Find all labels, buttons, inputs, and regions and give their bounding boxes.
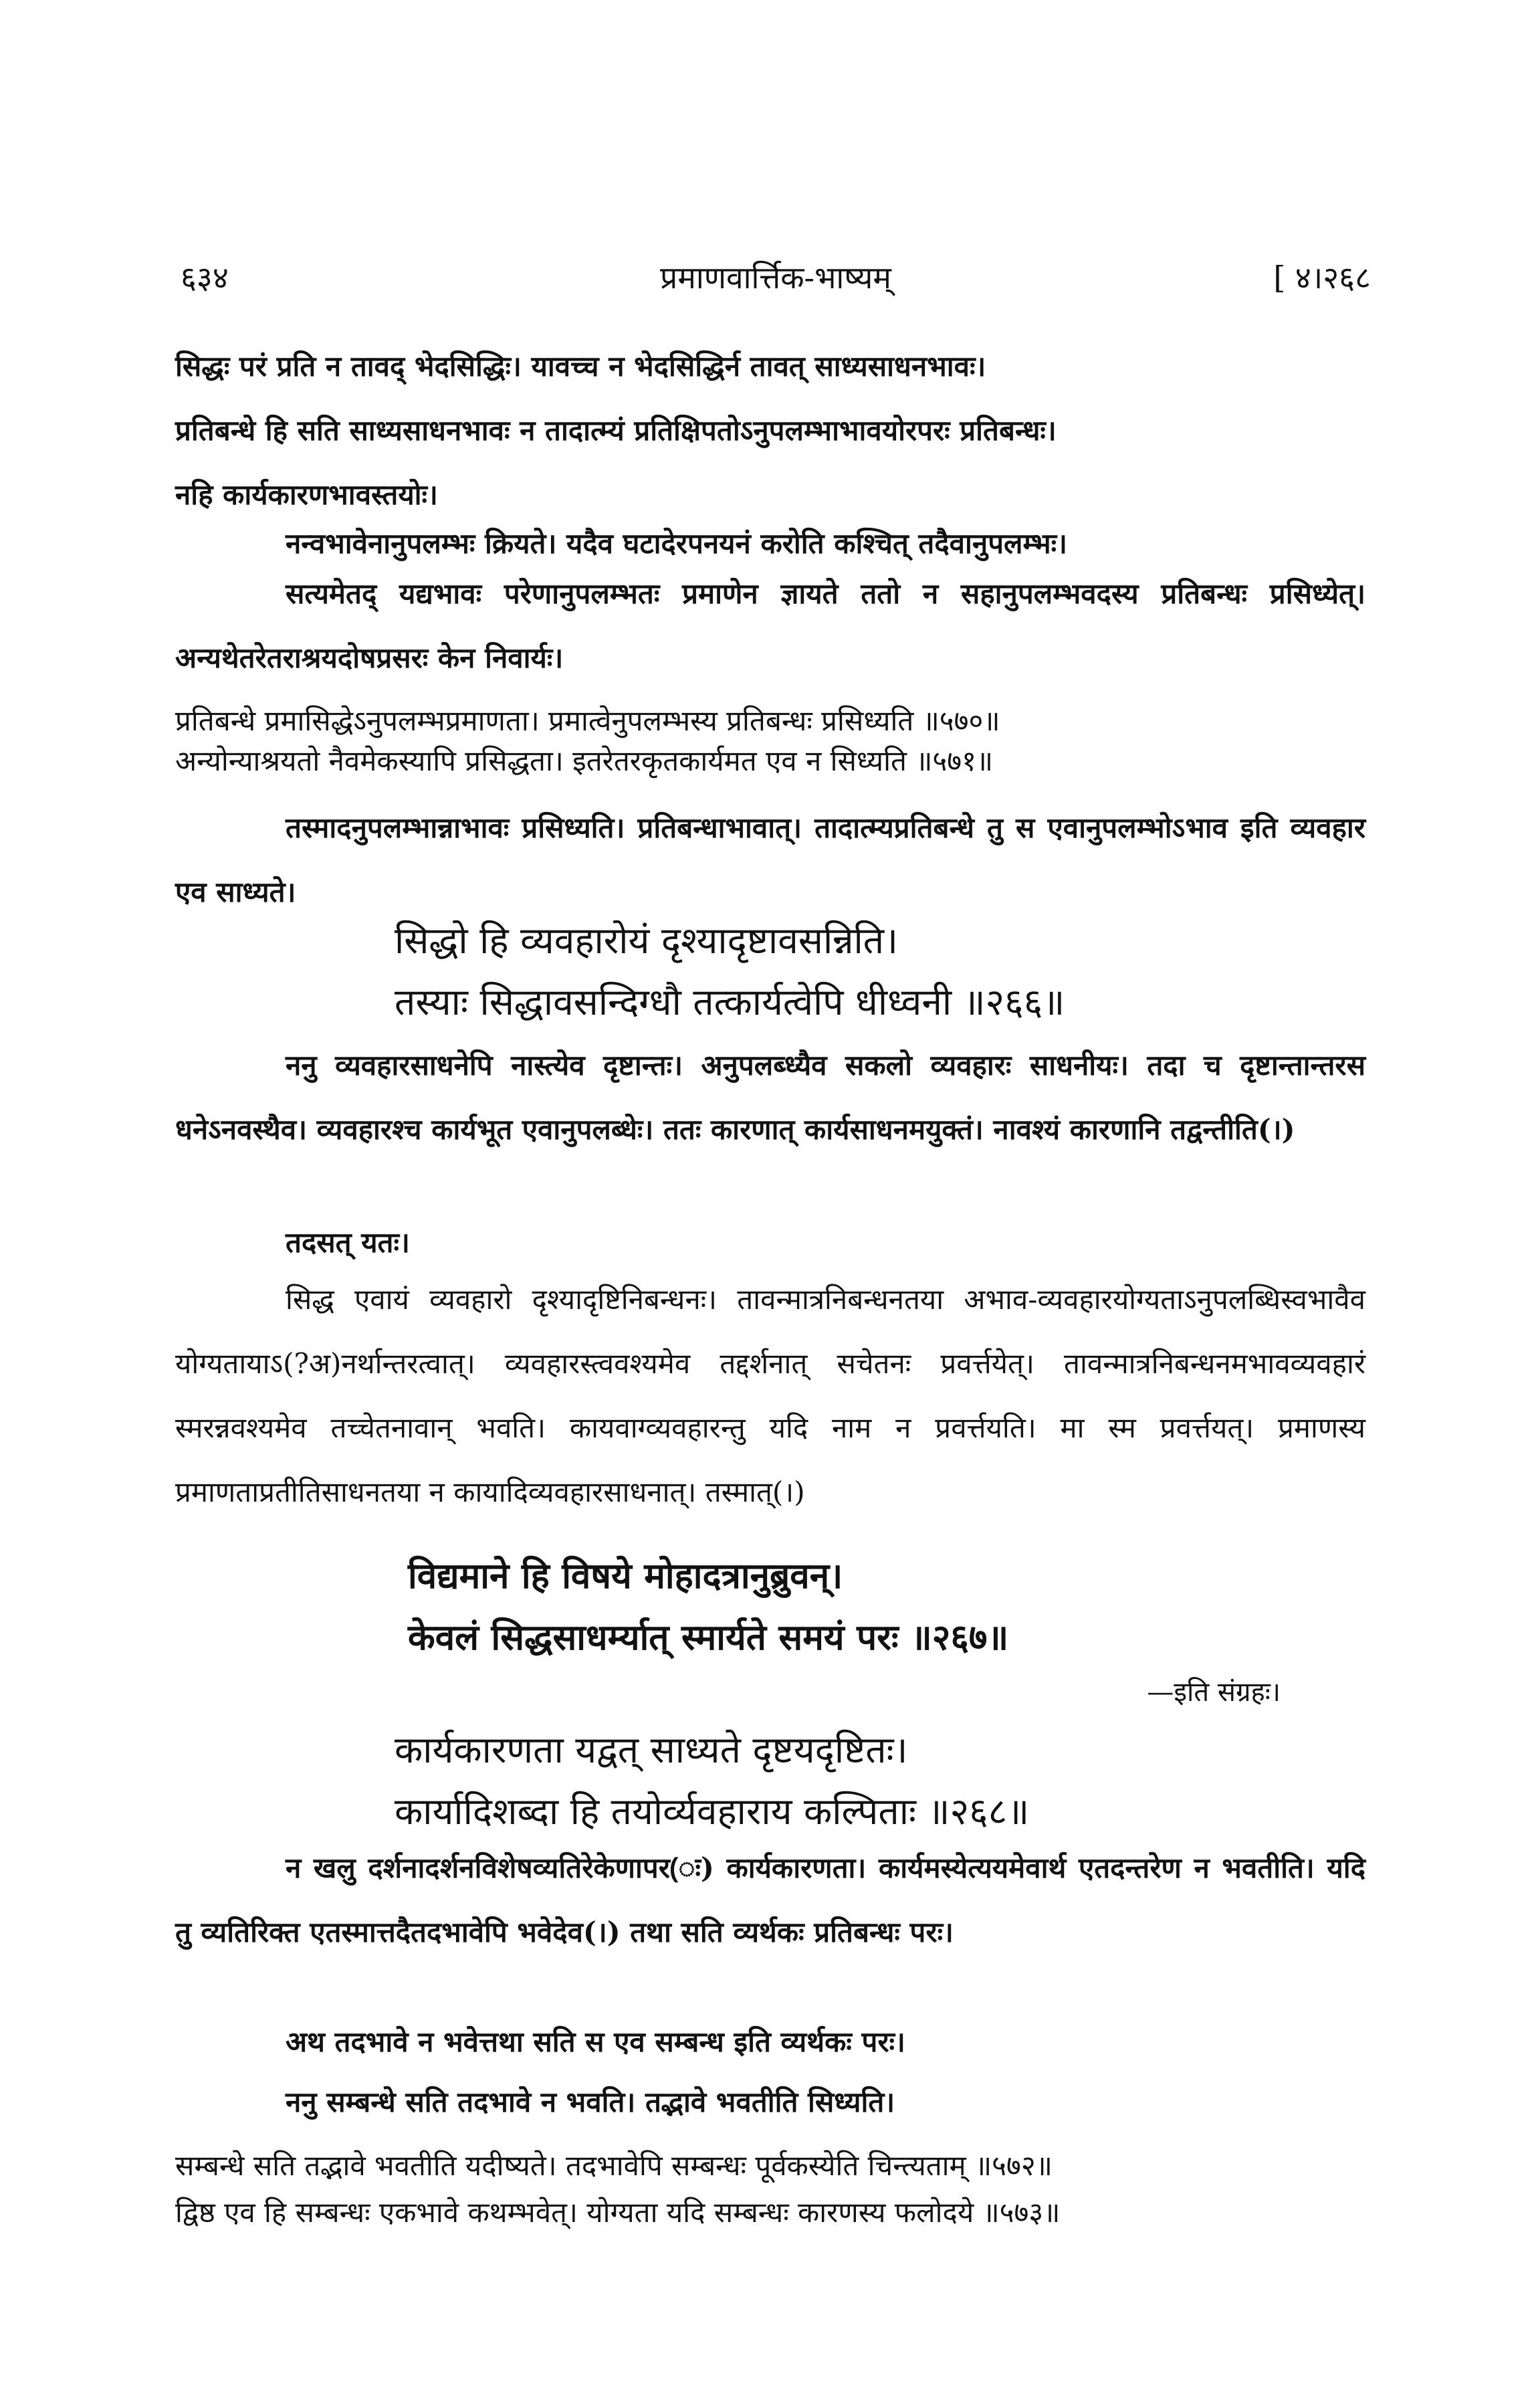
page-number: ६३४ — [181, 260, 229, 296]
karika-268 — [395, 1719, 1331, 1842]
verse-570: प्रतिबन्धे प्रमासिद्धेऽनुपलम्भप्रमाणता। प्रमात्वेनुपलम्भस्य प्रतिबन्धः प्रसिध्यति ॥५७०॥ — [175, 704, 1000, 737]
karika-line: कार्यादिशब्दा हि तयोर्व्यवहाराय कल्पिताः ॥२६८॥ — [395, 1790, 1030, 1833]
text-line: नहि कार्यकारणभावस्तयोः। — [175, 478, 438, 511]
karika-line: विद्यमाने हि विषये मोहादत्रानुब्रुवन्। — [408, 1555, 843, 1597]
commentary-paragraph-3: सत्यमेतद् यद्यभावः परेणानुपलम्भतः प्रमाणेन ज्ञायते ततो न सहानुपलम्भवदस्य प्रतिबन्धः प्रसिध्येत्। अन्यथेतरेतराश्रयदोषप्रसरः केन निवार्यः। — [175, 577, 1365, 674]
karika-267 — [408, 1545, 1344, 1668]
commentary-paragraph-6: तदसत् यतः। — [286, 1226, 410, 1259]
verse-573: द्विष्ठ एव हि सम्बन्धः एकभावे कथम्भवेत्। योग्यता यदि सम्बन्धः कारणस्य फलोदये ॥५७३॥ — [175, 2196, 1061, 2229]
commentary-paragraph-10: ननु सम्बन्धे सति तदभावे न भवति। तद्भावे भवतीति सिध्यति। — [286, 2086, 895, 2118]
karika-line: केवलं सिद्धसाधर्म्यात् स्मार्यते समयं परः ॥२६७॥ — [408, 1617, 1009, 1658]
page-header — [181, 256, 1371, 310]
section-reference: [ ४।२६८ — [1273, 260, 1371, 296]
attribution: —इति संग्रहः। — [1147, 1677, 1281, 1708]
commentary-paragraph-9: अथ तदभावे न भवेत्तथा सति स एव सम्बन्ध इति व्यर्थकः परः। — [286, 2025, 905, 2058]
karika-line: कार्यकारणता यद्वत् साध्यते दृष्टयदृष्टितः। — [395, 1728, 908, 1771]
running-title: प्रमाणवार्त्तिक-भाष्यम् — [660, 260, 891, 296]
verse-572: सम्बन्धे सति तद्भावे भवतीति यदीष्यते। तदभावेपि सम्बन्धः पूर्वकस्येति चिन्त्यताम् ॥५७२॥ — [175, 2149, 1053, 2182]
commentary-paragraph-5: ननु व्यवहारसाधनेपि नास्त्येव दृष्टान्तः। अनुपलब्ध्यैव सकलो व्यवहारः साधनीयः। तदा च दृष्टान्तान्तरस धनेऽनवस्थैव। व्यवहारश्च कार्यभूत एवानुपलब्धेः। ततः कारणात् कार्यसाधनमयुक्तं। नावश्यं कारणानि तद्वन्तीति(।) — [175, 1049, 1365, 1146]
commentary-paragraph-2: नन्वभावेनानुपलम्भः क्रियते। यदैव घटादेरपनयनं करोति कश्चित् तदैवानुपलम्भः। — [286, 527, 1068, 560]
commentary-paragraph-7: सिद्ध एवायं व्यवहारो दृश्यादृष्टिनिबन्धनः। तावन्मात्रनिबन्धनतया अभाव-व्यवहारयोग्यताऽनुपलब्धिस्वभावैव योग्यतायाऽ(?अ)नर्थान्तरत्वात्। व्यवहारस्त्ववश्यमेव तद्दर्शनात् सचेतनः प्रवर्त्तयेत्। तावन्मात्रनिबन्धनमभावव्यवहारं स्मरन्नवश्यमेव तच्चेतनावान् भवति। कायवाग्व्यवहारन्तु यदि नाम न प्रवर्त्तयति। मा स्म प्रवर्त्तयत्। प्रमाणस्य प्रमाणताप्रतीतिसाधनतया न कायादिव्यवहारसाधनात्। तस्मात्(।) — [175, 1283, 1365, 1508]
verse-571: अन्योन्याश्रयतो नैवमेकस्यापि प्रसिद्धता। इतरेतरकृतकार्यमत एव न सिध्यति ॥५७१॥ — [175, 744, 994, 777]
commentary-paragraph-4: तस्मादनुपलम्भान्नाभावः प्रसिध्यति। प्रतिबन्धाभावात्। तादात्म्यप्रतिबन्धे तु स एवानुपलम्भोऽभाव इति व्यवहार एव साध्यते। — [175, 811, 1365, 908]
commentary-paragraph-1 — [175, 334, 1365, 527]
karika-line: तस्याः सिद्धावसन्दिग्धौ तत्कार्यत्वेपि धीध्वनी ॥२६६॥ — [395, 981, 1065, 1023]
commentary-paragraph-8: न खलु दर्शनादर्शनविशेषव्यतिरेकेणापर(ः) कार्यकारणता। कार्यमस्येत्ययमेवार्थ एतदन्तरेण न भवतीति। यदि तु व्यतिरिक्त एतस्मात्तदैतदभावेपि भवेदेव(।) तथा सति व्यर्थकः प्रतिबन्धः परः। — [175, 1851, 1365, 1948]
karika-266 — [395, 910, 1331, 1033]
karika-line: सिद्धो हि व्यवहारोयं दृश्यादृष्टावसन्निति। — [395, 919, 898, 962]
text-line: प्रतिबन्धे हि सति साध्यसाधनभावः न तादात्म्यं प्रतिक्षिपतोऽनुपलम्भाभावयोरपरः प्रतिबन्धः। — [175, 414, 1057, 447]
text-line: सिद्धः परं प्रति न तावद् भेदसिद्धिः। यावच्च न भेदसिद्धिर्न तावत् साध्यसाधनभावः। — [175, 350, 986, 383]
